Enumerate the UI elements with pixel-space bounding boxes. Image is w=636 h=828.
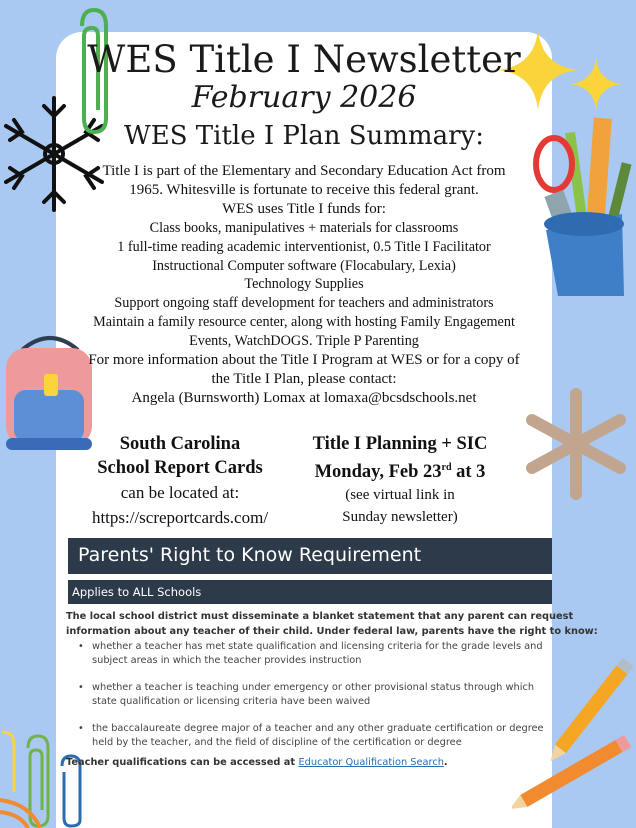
sparkle-icon: [570, 58, 622, 110]
meeting-block: [290, 432, 510, 528]
meeting-time: at 3: [451, 462, 486, 483]
meeting-title: Title I Planning + SIC: [312, 434, 488, 454]
contact-line: the Title I Plan, please contact:: [211, 370, 397, 387]
summary-line: 1965. Whitesville is fortunate to receive this federal grant.: [129, 181, 479, 198]
meeting-date-suffix: rd: [441, 462, 452, 473]
plan-summary-heading: WES Title I Plan Summary:: [124, 121, 484, 151]
contact-line: For more information about the Title I Program at WES or for a copy of: [88, 352, 520, 369]
report-cards-link[interactable]: https://screportcards.com/: [91, 508, 269, 527]
meeting-date-text: Monday, Feb 23: [314, 462, 442, 483]
footer-end: .: [443, 757, 448, 768]
applies-to-banner: Applies to ALL Schools: [68, 580, 552, 604]
summary-line: Title I is part of the Elementary and Secondary Education Act from: [102, 163, 506, 179]
snowflake-icon: [522, 384, 630, 504]
rubber-band-icon: [0, 790, 46, 828]
contact-email-line[interactable]: Angela (Burnsworth) Lomax at lomaxa@bcsdschools.net: [131, 389, 477, 406]
report-cards-line: South Carolina: [119, 434, 241, 454]
funds-item: Technology Supplies: [244, 276, 364, 293]
newsletter-date: February 2026: [191, 80, 417, 115]
funds-item: Support ongoing staff development for teachers and administrators: [114, 295, 494, 312]
parents-right-list: [76, 640, 552, 763]
meeting-note: (see virtual link in: [345, 487, 455, 504]
intro-line: information about any teacher of their child. Under federal law, parents have the right to know:: [66, 626, 598, 637]
footer-text: Teacher qualifications can be accessed at: [66, 757, 299, 768]
intro-line: The local school district must disseminate a blanket statement that any parent can request: [66, 611, 574, 622]
list-item: • the baccalaureate degree major of a teacher and any other graduate certification or degree held by the teacher, and the field of discipline of the certification or degree: [76, 722, 552, 750]
funds-item: 1 full-time reading academic interventionist, 0.5 Title I Facilitator: [117, 238, 491, 255]
meeting-note: Sunday newsletter): [342, 509, 458, 526]
list-item: • whether a teacher is teaching under emergency or other provisional status through which state qualification or licensing criteria have been waived: [76, 681, 552, 709]
parents-right-intro: [66, 609, 598, 639]
funds-item: Events, WatchDOGS. Triple P Parenting: [189, 333, 419, 350]
report-cards-block: [60, 432, 300, 530]
report-cards-line: School Report Cards: [97, 458, 263, 478]
meeting-date: [290, 456, 510, 484]
list-item: • whether a teacher has met state qualification and licensing criteria for the grade levels and subject areas in which the teacher provides instruction: [76, 640, 552, 668]
educator-qualification-link[interactable]: Educator Qualification Search: [298, 757, 444, 768]
summary-line: WES uses Title I funds for:: [222, 200, 386, 217]
funds-item: Instructional Computer software (Flocabulary, Lexia): [152, 257, 456, 274]
newsletter-title: WES Title I Newsletter: [87, 38, 521, 81]
qualifications-footer: [66, 757, 550, 768]
funds-item: Class books, manipulatives + materials for classrooms: [149, 219, 459, 236]
report-cards-line: can be located at:: [120, 483, 240, 502]
parents-right-banner: Parents' Right to Know Requirement: [68, 538, 552, 574]
funds-item: Maintain a family resource center, along with hosting Family Engagement: [93, 314, 515, 331]
plan-summary: [70, 162, 538, 408]
